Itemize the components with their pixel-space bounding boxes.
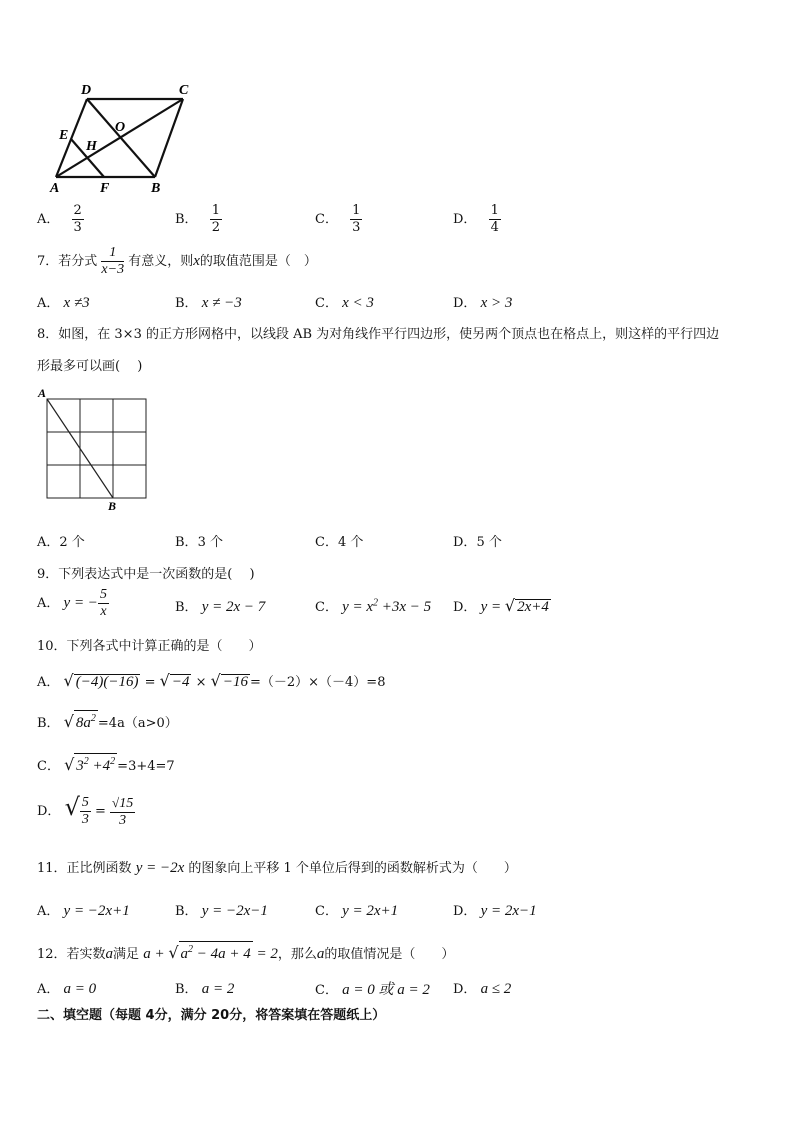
q12-option-c[interactable]: C． a = 0 或 a = 2 <box>315 982 430 998</box>
q8-option-c[interactable]: C．4 个 <box>315 535 364 550</box>
option-letter: A． <box>37 212 60 227</box>
option-letter: C． <box>315 212 338 227</box>
label-H: H <box>86 139 97 154</box>
label-D: D <box>81 83 92 98</box>
q9-option-b[interactable]: B． y = 2x − 7 <box>175 599 266 615</box>
section-2-heading: 二、填空题（每题 4分，满分 20分，将答案填在答题纸上） <box>37 1008 386 1023</box>
q9-option-c[interactable]: C． $y = x^2 +3x - 5$ <box>315 597 432 615</box>
label-O: O <box>115 120 126 135</box>
grid-label-B: B <box>108 499 117 513</box>
q11-option-c[interactable]: C． y = 2x+1 <box>315 903 399 919</box>
q11-option-b[interactable]: B． y = −2x−1 <box>175 903 268 919</box>
option-letter: D． <box>453 212 477 227</box>
q12-stem: 12．若实数a满足 a + √ $a^2 - 4a + 4 = 2$，那么a的取值情况是（ ） <box>37 943 455 962</box>
q8-stem-line2: 形最多可以画( ) <box>37 359 143 374</box>
grid-figure <box>36 385 154 515</box>
q7-option-b[interactable]: B． x ≠ −3 <box>175 295 242 311</box>
q11-option-d[interactable]: D． y = 2x−1 <box>453 903 537 919</box>
q10-stem: 10．下列各式中计算正确的是（ ） <box>37 639 262 654</box>
q9-option-a[interactable]: A． y = − $\frac{5}{x}$ <box>37 587 107 619</box>
q12-option-b[interactable]: B． a = 2 <box>175 981 235 997</box>
q6-option-d[interactable] <box>453 203 501 236</box>
fraction: $\frac{2}{3}$ <box>73 203 82 235</box>
q10-option-c[interactable]: C． √ $3^2 +4^2 =3+4=7$ <box>37 755 175 774</box>
label-C: C <box>179 83 189 98</box>
option-letter: B． <box>175 212 198 227</box>
q8-option-d[interactable]: D．5 个 <box>453 535 502 550</box>
fraction: $\frac{1}{2}$ <box>211 203 220 235</box>
label-A: A <box>50 181 60 196</box>
q10-option-b[interactable]: B． √ $8a^2 =4a(a>0)$ <box>37 712 178 731</box>
fraction: $\frac{1}{x-3}$ <box>101 245 125 277</box>
q10-option-a[interactable]: A． √ (−4)(−16) = √ −4 × √ −16 =（－2）×（－4）=8 <box>37 671 386 690</box>
q8-option-b[interactable]: B．3 个 <box>175 535 223 550</box>
q11-option-a[interactable]: A． y = −2x+1 <box>37 903 130 919</box>
q12-option-d[interactable]: D． a ≤ 2 <box>453 981 512 997</box>
fraction: $\frac{1}{4}$ <box>490 203 499 235</box>
q7-option-a[interactable]: A． x ≠3 <box>37 295 90 311</box>
fraction: $\frac{1}{3}$ <box>352 203 361 235</box>
q6-option-c[interactable] <box>315 203 362 236</box>
q7-option-c[interactable]: C． x < 3 <box>315 295 374 311</box>
q9-stem: 9．下列表达式中是一次函数的是( ) <box>37 567 255 582</box>
label-E: E <box>59 128 69 143</box>
q7-stem: 7．若分式 $\frac{1}{x-3}$ 有意义，则x的取值范围是（ ） <box>37 245 317 277</box>
q8-option-a[interactable]: A．2 个 <box>37 535 85 550</box>
q7-option-d[interactable]: D． x > 3 <box>453 295 513 311</box>
q12-option-a[interactable]: A． a = 0 <box>37 981 97 997</box>
label-F: F <box>100 181 110 196</box>
grid-label-A: A <box>38 386 47 400</box>
label-B: B <box>151 181 161 196</box>
q9-option-d[interactable]: D． y = √ 2x+4 <box>453 596 549 615</box>
q8-stem-line1: 8．如图，在 3×3 的正方形网格中，以线段 AB 为对角线作平行四边形，使另两个顶点也在格点上，则这样的平行四边 <box>37 327 720 342</box>
q10-option-d[interactable]: D． √ $\frac{5}{3}$ = $\frac{√15}{3}$ <box>37 793 134 828</box>
parallelogram-figure <box>45 78 225 198</box>
q6-option-b[interactable] <box>175 203 222 236</box>
q11-stem: 11．正比例函数 y = −2x 的图象向上平移 1 个单位后得到的函数解析式为（ ） <box>37 860 517 876</box>
q6-option-a[interactable] <box>37 203 84 236</box>
